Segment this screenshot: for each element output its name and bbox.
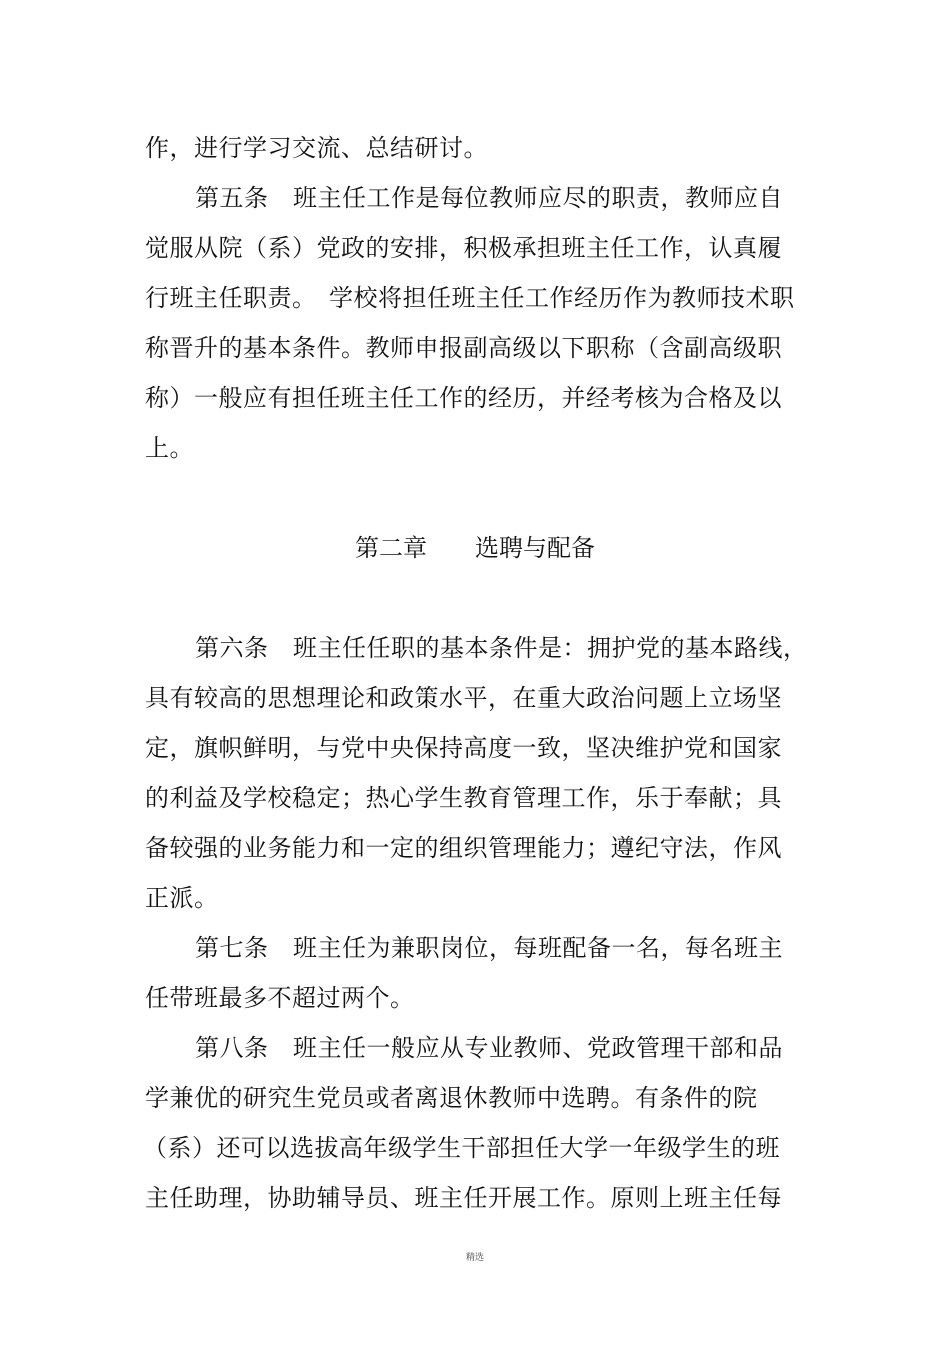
article-8-line: 第八条 班主任一般应从专业教师、党政管理干部和品 (195, 1034, 783, 1062)
paragraph-line: 的利益及学校稳定；热心学生教育管理工作，乐于奉献；具 (145, 784, 782, 812)
paragraph-line: 作，进行学习交流、总结研讨。 (145, 134, 488, 162)
paragraph-line: 具有较高的思想理论和政策水平，在重大政治问题上立场坚 (145, 684, 782, 712)
page-footer: 精选 (465, 1253, 484, 1263)
paragraph-line: 行班主任职责。 学校将担任班主任工作经历作为教师技术职 (145, 284, 795, 312)
article-6-line: 第六条 班主任任职的基本条件是：拥护党的基本路线， (195, 634, 808, 662)
paragraph-line: 定，旗帜鲜明，与党中央保持高度一致，坚决维护党和国家 (145, 734, 782, 762)
paragraph-line: 任带班最多不超过两个。 (145, 984, 415, 1012)
paragraph-line: 上。 (145, 434, 194, 462)
paragraph-line: 备较强的业务能力和一定的组织管理能力；遵纪守法，作风 (145, 834, 782, 862)
article-5-line: 第五条 班主任工作是每位教师应尽的职责，教师应自 (195, 184, 783, 212)
paragraph-line: 称）一般应有担任班主任工作的经历，并经考核为合格及以 (145, 384, 782, 412)
paragraph-line: 学兼优的研究生党员或者离退休教师中选聘。有条件的院 (145, 1084, 758, 1112)
paragraph-line: 正派。 (145, 884, 219, 912)
paragraph-line: 觉服从院（系）党政的安排，积极承担班主任工作，认真履 (145, 234, 782, 262)
paragraph-line: 主任助理，协助辅导员、班主任开展工作。原则上班主任每 (145, 1184, 782, 1212)
paragraph-line: 称晋升的基本条件。教师申报副高级以下职称（含副高级职 (145, 334, 782, 362)
paragraph-line: （系）还可以选拔高年级学生干部担任大学一年级学生的班 (143, 1134, 780, 1162)
article-7-line: 第七条 班主任为兼职岗位，每班配备一名，每名班主 (195, 934, 783, 962)
chapter-heading: 第二章 选聘与配备 (355, 534, 595, 562)
